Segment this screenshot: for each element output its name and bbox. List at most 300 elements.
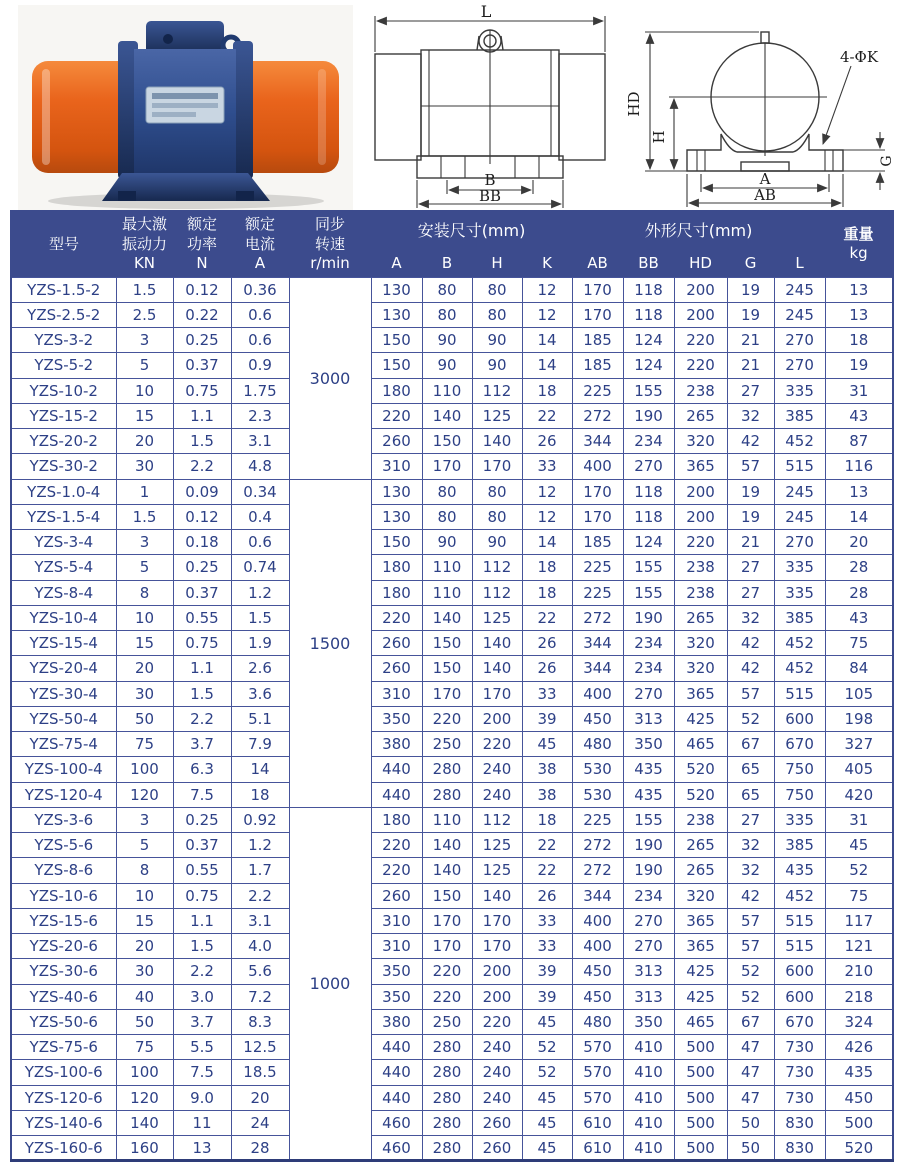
value-cell: 130	[371, 504, 422, 529]
value-cell: 0.25	[173, 555, 231, 580]
value-cell: 200	[674, 504, 727, 529]
value-cell: 225	[572, 580, 623, 605]
table-row	[11, 328, 893, 353]
value-cell: 450	[572, 706, 623, 731]
model-cell: YZS-20-4	[11, 656, 116, 681]
table-row	[11, 656, 893, 681]
value-cell: 170	[472, 454, 522, 479]
value-cell: 112	[472, 555, 522, 580]
col-header-AB: AB	[572, 251, 623, 277]
value-cell: 19	[727, 277, 774, 302]
value-cell: 100	[116, 757, 173, 782]
value-cell: 440	[371, 1035, 422, 1060]
value-cell: 500	[674, 1060, 727, 1085]
value-cell: 400	[572, 908, 623, 933]
value-cell: 0.12	[173, 504, 231, 529]
value-cell: 225	[572, 807, 623, 832]
col-header-L: L	[774, 251, 825, 277]
value-cell: 500	[674, 1035, 727, 1060]
value-cell: 118	[623, 504, 674, 529]
value-cell: 20	[231, 1085, 289, 1110]
value-cell: 460	[371, 1110, 422, 1135]
value-cell: 30	[116, 681, 173, 706]
vibration-motor-photo	[18, 5, 353, 210]
value-cell: 140	[422, 833, 472, 858]
value-cell: 313	[623, 984, 674, 1009]
value-cell: 200	[674, 277, 727, 302]
value-cell: 500	[674, 1110, 727, 1135]
model-cell: YZS-15-6	[11, 908, 116, 933]
value-cell: 515	[774, 454, 825, 479]
value-cell: 270	[623, 908, 674, 933]
value-cell: 170	[422, 681, 472, 706]
value-cell: 80	[472, 277, 522, 302]
value-cell: 240	[472, 757, 522, 782]
value-cell: 20	[116, 656, 173, 681]
table-row	[11, 631, 893, 656]
value-cell: 45	[825, 833, 893, 858]
value-cell: 170	[422, 908, 472, 933]
model-cell: YZS-120-4	[11, 782, 116, 807]
speed-cell: 3000	[289, 277, 371, 479]
value-cell: 130	[371, 277, 422, 302]
value-cell: 1.1	[173, 908, 231, 933]
value-cell: 500	[674, 1085, 727, 1110]
value-cell: 8.3	[231, 1009, 289, 1034]
value-cell: 1.2	[231, 833, 289, 858]
value-cell: 33	[522, 681, 572, 706]
value-cell: 26	[522, 656, 572, 681]
table-row	[11, 353, 893, 378]
value-cell: 45	[522, 1110, 572, 1135]
value-cell: 80	[472, 479, 522, 504]
value-cell: 310	[371, 908, 422, 933]
value-cell: 110	[422, 378, 472, 403]
value-cell: 120	[116, 1085, 173, 1110]
table-row	[11, 429, 893, 454]
value-cell: 10	[116, 378, 173, 403]
value-cell: 80	[472, 302, 522, 327]
value-cell: 515	[774, 934, 825, 959]
value-cell: 240	[472, 782, 522, 807]
value-cell: 170	[422, 934, 472, 959]
value-cell: 320	[674, 656, 727, 681]
value-cell: 13	[173, 1136, 231, 1161]
value-cell: 6.3	[173, 757, 231, 782]
value-cell: 380	[371, 732, 422, 757]
value-cell: 225	[572, 378, 623, 403]
value-cell: 130	[371, 302, 422, 327]
value-cell: 10	[116, 883, 173, 908]
value-cell: 220	[371, 403, 422, 428]
value-cell: 125	[472, 858, 522, 883]
value-cell: 20	[116, 429, 173, 454]
value-cell: 84	[825, 656, 893, 681]
value-cell: 1.75	[231, 378, 289, 403]
value-cell: 0.75	[173, 631, 231, 656]
value-cell: 185	[572, 353, 623, 378]
table-row	[11, 706, 893, 731]
value-cell: 18	[522, 580, 572, 605]
value-cell: 2.3	[231, 403, 289, 428]
value-cell: 124	[623, 328, 674, 353]
col-header-K: K	[522, 251, 572, 277]
value-cell: 426	[825, 1035, 893, 1060]
value-cell: 452	[774, 656, 825, 681]
side-dimension-diagram	[625, 4, 897, 209]
value-cell: 320	[674, 429, 727, 454]
front-diagram-svg	[359, 4, 621, 209]
value-cell: 110	[422, 555, 472, 580]
value-cell: 190	[623, 605, 674, 630]
value-cell: 47	[727, 1060, 774, 1085]
value-cell: 220	[674, 530, 727, 555]
value-cell: 3.6	[231, 681, 289, 706]
value-cell: 140	[422, 605, 472, 630]
value-cell: 26	[522, 429, 572, 454]
value-cell: 52	[727, 706, 774, 731]
value-cell: 22	[522, 833, 572, 858]
value-cell: 265	[674, 403, 727, 428]
value-cell: 245	[774, 479, 825, 504]
value-cell: 410	[623, 1085, 674, 1110]
value-cell: 118	[623, 277, 674, 302]
value-cell: 530	[572, 782, 623, 807]
value-cell: 125	[472, 833, 522, 858]
value-cell: 350	[371, 706, 422, 731]
col-header-rated-current: 额定 电流 A	[231, 211, 289, 277]
top-section	[0, 0, 900, 210]
col-header-B: B	[422, 251, 472, 277]
value-cell: 3	[116, 530, 173, 555]
value-cell: 21	[727, 530, 774, 555]
value-cell: 670	[774, 1009, 825, 1034]
value-cell: 240	[472, 1060, 522, 1085]
value-cell: 9.0	[173, 1085, 231, 1110]
value-cell: 2.2	[231, 883, 289, 908]
table-row	[11, 984, 893, 1009]
value-cell: 52	[522, 1060, 572, 1085]
value-cell: 365	[674, 908, 727, 933]
value-cell: 15	[116, 631, 173, 656]
value-cell: 280	[422, 1060, 472, 1085]
model-cell: YZS-15-2	[11, 403, 116, 428]
value-cell: 19	[727, 479, 774, 504]
value-cell: 1.5	[231, 605, 289, 630]
value-cell: 45	[522, 1136, 572, 1161]
value-cell: 140	[472, 631, 522, 656]
model-cell: YZS-30-4	[11, 681, 116, 706]
value-cell: 80	[422, 277, 472, 302]
value-cell: 5	[116, 833, 173, 858]
col-header-weight: 重量 kg	[825, 211, 893, 277]
value-cell: 220	[422, 706, 472, 731]
table-row	[11, 302, 893, 327]
value-cell: 0.92	[231, 807, 289, 832]
value-cell: 28	[231, 1136, 289, 1161]
value-cell: 47	[727, 1035, 774, 1060]
value-cell: 5	[116, 555, 173, 580]
value-cell: 170	[472, 681, 522, 706]
value-cell: 272	[572, 605, 623, 630]
value-cell: 270	[774, 328, 825, 353]
value-cell: 260	[371, 883, 422, 908]
value-cell: 515	[774, 908, 825, 933]
value-cell: 310	[371, 681, 422, 706]
value-cell: 280	[422, 1035, 472, 1060]
value-cell: 12	[522, 302, 572, 327]
value-cell: 320	[674, 631, 727, 656]
value-cell: 435	[825, 1060, 893, 1085]
value-cell: 150	[422, 656, 472, 681]
value-cell: 0.74	[231, 555, 289, 580]
model-cell: YZS-5-4	[11, 555, 116, 580]
value-cell: 225	[572, 555, 623, 580]
dim-label-B: B	[484, 171, 496, 189]
value-cell: 90	[472, 353, 522, 378]
value-cell: 15	[116, 403, 173, 428]
value-cell: 150	[422, 429, 472, 454]
value-cell: 19	[727, 302, 774, 327]
value-cell: 170	[572, 302, 623, 327]
value-cell: 42	[727, 883, 774, 908]
value-cell: 250	[422, 732, 472, 757]
value-cell: 26	[522, 883, 572, 908]
value-cell: 220	[674, 328, 727, 353]
value-cell: 27	[727, 807, 774, 832]
value-cell: 155	[623, 378, 674, 403]
value-cell: 38	[522, 757, 572, 782]
value-cell: 365	[674, 454, 727, 479]
value-cell: 830	[774, 1110, 825, 1135]
value-cell: 120	[116, 782, 173, 807]
value-cell: 28	[825, 580, 893, 605]
value-cell: 480	[572, 732, 623, 757]
model-cell: YZS-1.5-2	[11, 277, 116, 302]
value-cell: 50	[727, 1136, 774, 1161]
table-header	[11, 211, 893, 277]
value-cell: 435	[623, 782, 674, 807]
value-cell: 344	[572, 883, 623, 908]
value-cell: 150	[422, 883, 472, 908]
value-cell: 324	[825, 1009, 893, 1034]
value-cell: 0.22	[173, 302, 231, 327]
value-cell: 118	[623, 302, 674, 327]
col-header-sync-speed: 同步 转速 r/min	[289, 211, 371, 277]
value-cell: 200	[472, 984, 522, 1009]
value-cell: 0.75	[173, 883, 231, 908]
col-group-mounting-dims: 安装尺寸(mm)	[371, 211, 572, 251]
value-cell: 400	[572, 454, 623, 479]
value-cell: 1.5	[116, 504, 173, 529]
value-cell: 12	[522, 504, 572, 529]
value-cell: 730	[774, 1085, 825, 1110]
table-row	[11, 555, 893, 580]
col-header-rated-power: 额定 功率 N	[173, 211, 231, 277]
value-cell: 170	[472, 934, 522, 959]
table-row	[11, 1136, 893, 1161]
table-row	[11, 883, 893, 908]
value-cell: 32	[727, 833, 774, 858]
value-cell: 410	[623, 1035, 674, 1060]
value-cell: 344	[572, 631, 623, 656]
value-cell: 400	[572, 681, 623, 706]
model-cell: YZS-20-2	[11, 429, 116, 454]
value-cell: 100	[116, 1060, 173, 1085]
value-cell: 180	[371, 580, 422, 605]
value-cell: 33	[522, 934, 572, 959]
value-cell: 350	[371, 984, 422, 1009]
value-cell: 67	[727, 732, 774, 757]
value-cell: 380	[371, 1009, 422, 1034]
value-cell: 234	[623, 429, 674, 454]
value-cell: 90	[472, 328, 522, 353]
table-row	[11, 934, 893, 959]
value-cell: 265	[674, 858, 727, 883]
model-cell: YZS-8-4	[11, 580, 116, 605]
model-cell: YZS-30-2	[11, 454, 116, 479]
table-row	[11, 1085, 893, 1110]
value-cell: 600	[774, 984, 825, 1009]
dim-label-AB: AB	[754, 186, 776, 204]
value-cell: 280	[422, 757, 472, 782]
value-cell: 11	[173, 1110, 231, 1135]
value-cell: 140	[116, 1110, 173, 1135]
spec-table	[10, 210, 894, 1162]
value-cell: 52	[727, 959, 774, 984]
value-cell: 52	[825, 858, 893, 883]
value-cell: 520	[674, 757, 727, 782]
value-cell: 65	[727, 757, 774, 782]
value-cell: 0.25	[173, 328, 231, 353]
value-cell: 0.6	[231, 530, 289, 555]
value-cell: 4.0	[231, 934, 289, 959]
model-cell: YZS-75-4	[11, 732, 116, 757]
value-cell: 0.6	[231, 302, 289, 327]
value-cell: 234	[623, 631, 674, 656]
value-cell: 8	[116, 580, 173, 605]
table-row	[11, 580, 893, 605]
value-cell: 140	[422, 858, 472, 883]
table-row	[11, 757, 893, 782]
value-cell: 730	[774, 1035, 825, 1060]
model-cell: YZS-3-2	[11, 328, 116, 353]
value-cell: 24	[231, 1110, 289, 1135]
model-cell: YZS-30-6	[11, 959, 116, 984]
value-cell: 440	[371, 1085, 422, 1110]
value-cell: 272	[572, 858, 623, 883]
value-cell: 31	[825, 807, 893, 832]
value-cell: 320	[674, 883, 727, 908]
value-cell: 1.1	[173, 656, 231, 681]
value-cell: 218	[825, 984, 893, 1009]
value-cell: 18	[522, 378, 572, 403]
dim-label-BB: BB	[478, 187, 502, 205]
value-cell: 7.9	[231, 732, 289, 757]
value-cell: 610	[572, 1110, 623, 1135]
value-cell: 425	[674, 959, 727, 984]
value-cell: 14	[522, 353, 572, 378]
value-cell: 160	[116, 1136, 173, 1161]
value-cell: 20	[116, 934, 173, 959]
value-cell: 245	[774, 302, 825, 327]
value-cell: 450	[572, 959, 623, 984]
value-cell: 150	[371, 530, 422, 555]
value-cell: 21	[727, 328, 774, 353]
value-cell: 3.1	[231, 908, 289, 933]
value-cell: 12	[522, 277, 572, 302]
value-cell: 21	[727, 353, 774, 378]
value-cell: 117	[825, 908, 893, 933]
table-row	[11, 732, 893, 757]
value-cell: 0.25	[173, 807, 231, 832]
table-row	[11, 858, 893, 883]
value-cell: 410	[623, 1060, 674, 1085]
value-cell: 1.9	[231, 631, 289, 656]
model-cell: YZS-120-6	[11, 1085, 116, 1110]
table-row	[11, 908, 893, 933]
value-cell: 327	[825, 732, 893, 757]
value-cell: 42	[727, 631, 774, 656]
value-cell: 0.18	[173, 530, 231, 555]
value-cell: 570	[572, 1035, 623, 1060]
value-cell: 10	[116, 605, 173, 630]
value-cell: 12	[522, 479, 572, 504]
value-cell: 385	[774, 403, 825, 428]
value-cell: 57	[727, 934, 774, 959]
value-cell: 335	[774, 580, 825, 605]
value-cell: 15	[116, 908, 173, 933]
value-cell: 57	[727, 681, 774, 706]
value-cell: 2.6	[231, 656, 289, 681]
value-cell: 50	[727, 1110, 774, 1135]
value-cell: 22	[522, 403, 572, 428]
value-cell: 270	[774, 353, 825, 378]
model-cell: YZS-20-6	[11, 934, 116, 959]
value-cell: 0.34	[231, 479, 289, 504]
value-cell: 280	[422, 1085, 472, 1110]
value-cell: 90	[422, 328, 472, 353]
value-cell: 22	[522, 858, 572, 883]
value-cell: 600	[774, 959, 825, 984]
value-cell: 18	[231, 782, 289, 807]
value-cell: 155	[623, 555, 674, 580]
value-cell: 33	[522, 454, 572, 479]
value-cell: 45	[522, 1085, 572, 1110]
col-header-model: 型号	[11, 211, 116, 277]
value-cell: 52	[522, 1035, 572, 1060]
value-cell: 344	[572, 656, 623, 681]
value-cell: 27	[727, 555, 774, 580]
value-cell: 13	[825, 277, 893, 302]
value-cell: 28	[825, 555, 893, 580]
col-header-BB: BB	[623, 251, 674, 277]
col-group-outline-dims: 外形尺寸(mm)	[572, 211, 825, 251]
value-cell: 220	[674, 353, 727, 378]
value-cell: 150	[371, 328, 422, 353]
side-diagram-svg	[625, 4, 897, 209]
value-cell: 40	[116, 984, 173, 1009]
value-cell: 155	[623, 807, 674, 832]
value-cell: 75	[116, 1035, 173, 1060]
value-cell: 313	[623, 959, 674, 984]
value-cell: 38	[522, 782, 572, 807]
value-cell: 410	[623, 1110, 674, 1135]
value-cell: 730	[774, 1060, 825, 1085]
value-cell: 600	[774, 706, 825, 731]
value-cell: 670	[774, 732, 825, 757]
value-cell: 570	[572, 1060, 623, 1085]
